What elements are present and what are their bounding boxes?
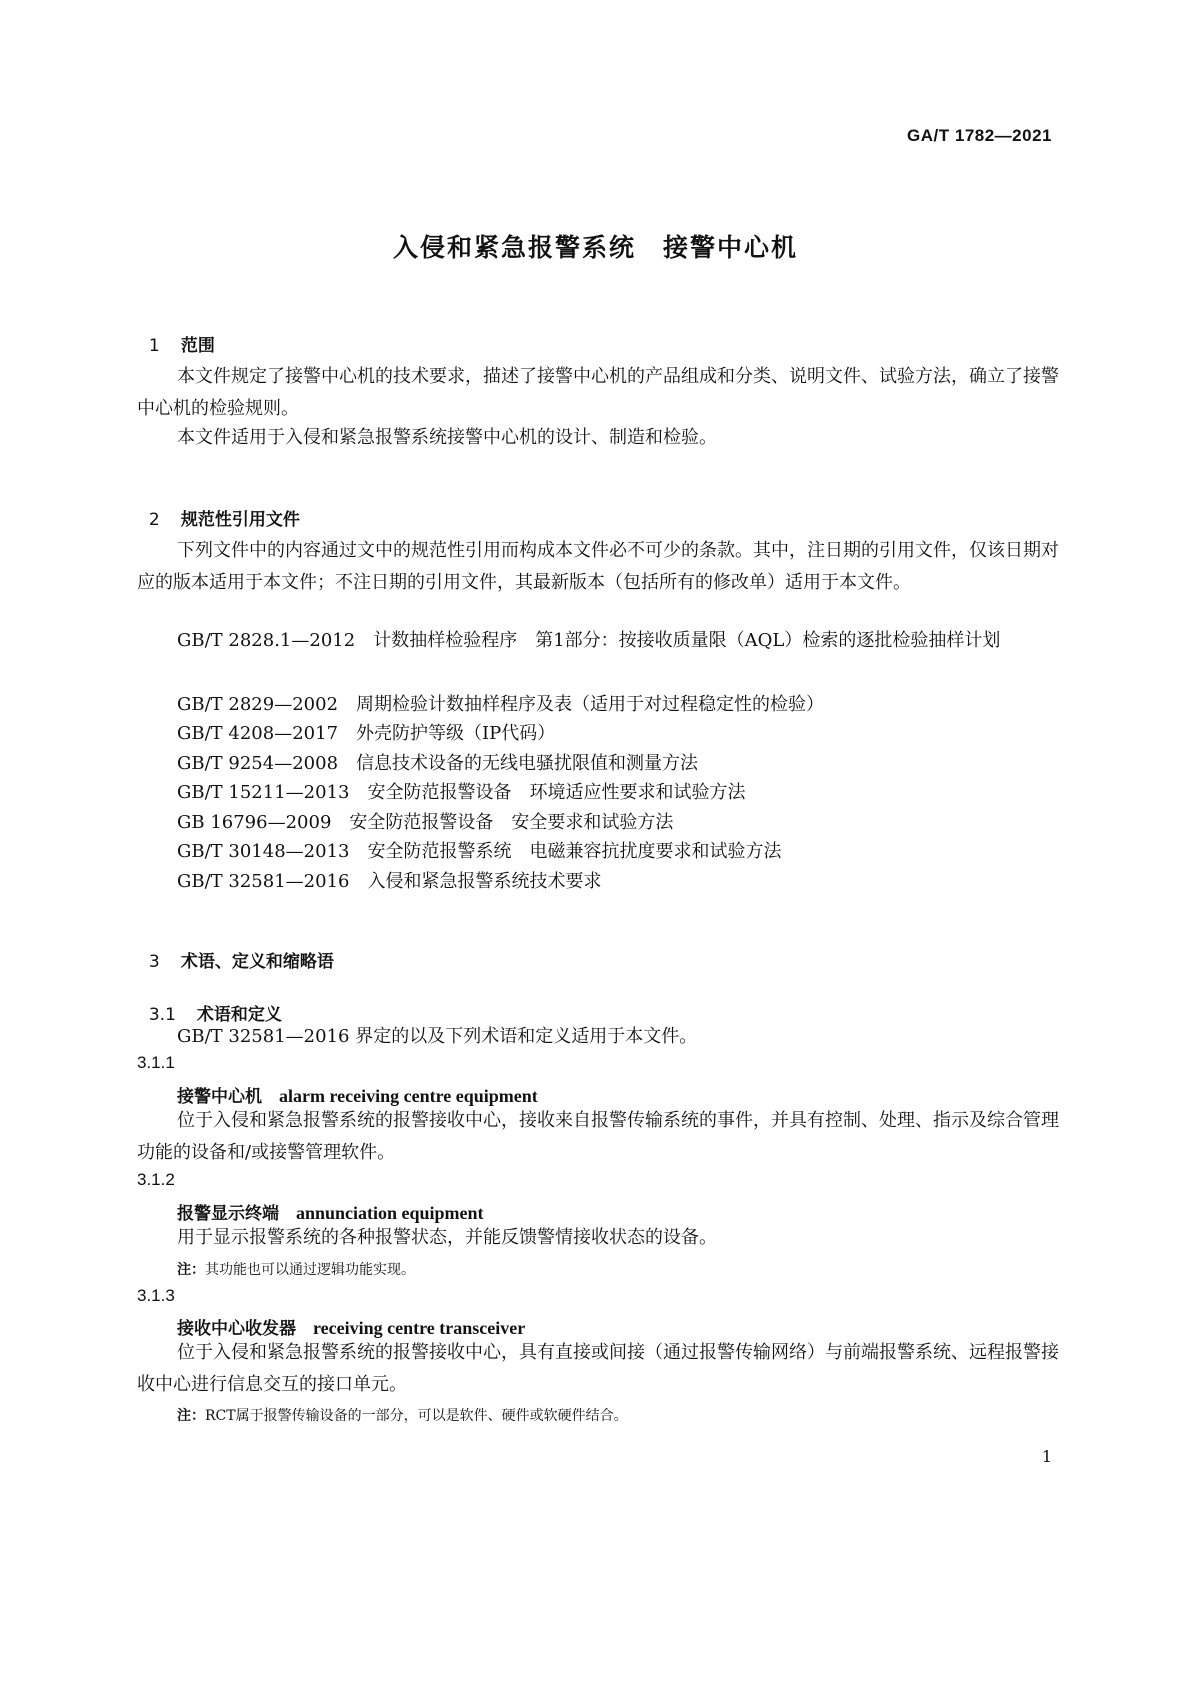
document-title: 入侵和紧急报警系统 接警中心机 — [392, 233, 798, 262]
term-note — [177, 1405, 628, 1425]
term-note — [177, 1259, 415, 1279]
scope-paragraph-1: 本文件规定了接警中心机的技术要求，描述了接警中心机的产品组成和分类、说明文件、试验方法，确立了接警中心机的检验规则。 — [137, 366, 1059, 419]
section-title: 术语、定义和缩略语 — [180, 952, 334, 972]
section-3-heading — [137, 927, 334, 972]
reference-item: GB/T 32581—2016 入侵和紧急报警系统技术要求 — [177, 871, 602, 892]
note-text: 其功能也可以通过逻辑功能实现。 — [205, 1262, 415, 1278]
reference-item: GB/T 9254—2008 信息技术设备的无线电骚扰限值和测量方法 — [177, 753, 699, 774]
term-number: 3.1.3 — [137, 1286, 175, 1305]
term-entry — [177, 1314, 525, 1339]
term-entry — [177, 1082, 538, 1107]
subsection-3-1-heading — [137, 980, 282, 1025]
term-definition: 用于显示报警系统的各种报警状态，并能反馈警情接收状态的设备。 — [177, 1227, 717, 1248]
term-number: 3.1.2 — [137, 1170, 175, 1189]
section-number: 1 — [148, 336, 160, 356]
section-number: 3 — [148, 952, 160, 972]
term-entry — [177, 1199, 484, 1224]
standard-number: GA/T 1782—2021 — [907, 126, 1052, 145]
reference-item: GB/T 2828.1—2012 计数抽样检验程序 第1部分：按接收质量限（AQL）检索的逐批检验抽样计划 — [177, 630, 1001, 651]
references-intro: 下列文件中的内容通过文中的规范性引用而构成本文件必不可少的条款。其中，注日期的引用文件，仅该日期对应的版本适用于本文件；不注日期的引用文件，其最新版本（包括所有的修改单）适用于本文件。 — [137, 540, 1059, 593]
subsection-number: 3.1 — [148, 1005, 176, 1025]
note-label: 注： — [177, 1262, 205, 1278]
reference-item: GB/T 4208—2017 外壳防护等级（IP代码） — [177, 723, 556, 744]
section-1-heading — [137, 311, 215, 356]
term-chinese: 接警中心机 — [177, 1087, 262, 1107]
term-english: annunciation equipment — [296, 1203, 484, 1223]
term-english: receiving centre transceiver — [313, 1318, 526, 1338]
note-label: 注： — [177, 1408, 205, 1424]
reference-item: GB 16796—2009 安全防范报警设备 安全要求和试验方法 — [177, 812, 674, 833]
section-title: 规范性引用文件 — [180, 510, 300, 530]
reference-item: GB/T 30148—2013 安全防范报警系统 电磁兼容抗扰度要求和试验方法 — [177, 841, 782, 862]
section-2-heading — [137, 485, 300, 530]
reference-item: GB/T 15211—2013 安全防范报警设备 环境适应性要求和试验方法 — [177, 782, 746, 803]
section-title: 范围 — [180, 336, 215, 356]
term-definition: 位于入侵和紧急报警系统的报警接收中心，具有直接或间接（通过报警传输网络）与前端报警系统、远程报警接收中心进行信息交互的接口单元。 — [137, 1342, 1059, 1395]
subsection-title: 术语和定义 — [196, 1005, 282, 1025]
term-definition: 位于入侵和紧急报警系统的报警接收中心，接收来自报警传输系统的事件，并具有控制、处理、指示及综合管理功能的设备和/或接警管理软件。 — [137, 1110, 1059, 1163]
reference-item: GB/T 2829—2002 周期检验计数抽样程序及表（适用于对过程稳定性的检验） — [177, 694, 825, 715]
section-number: 2 — [148, 510, 160, 530]
scope-paragraph-2: 本文件适用于入侵和紧急报警系统接警中心机的设计、制造和检验。 — [177, 427, 717, 448]
term-number: 3.1.1 — [137, 1053, 175, 1072]
note-text: RCT属于报警传输设备的一部分，可以是软件、硬件或软硬件结合。 — [205, 1408, 628, 1424]
term-english: alarm receiving centre equipment — [279, 1086, 538, 1106]
page-number: 1 — [1041, 1447, 1052, 1466]
term-chinese: 报警显示终端 — [177, 1204, 279, 1224]
term-chinese: 接收中心收发器 — [177, 1319, 296, 1339]
terms-intro: GB/T 32581—2016 界定的以及下列术语和定义适用于本文件。 — [177, 1026, 698, 1047]
